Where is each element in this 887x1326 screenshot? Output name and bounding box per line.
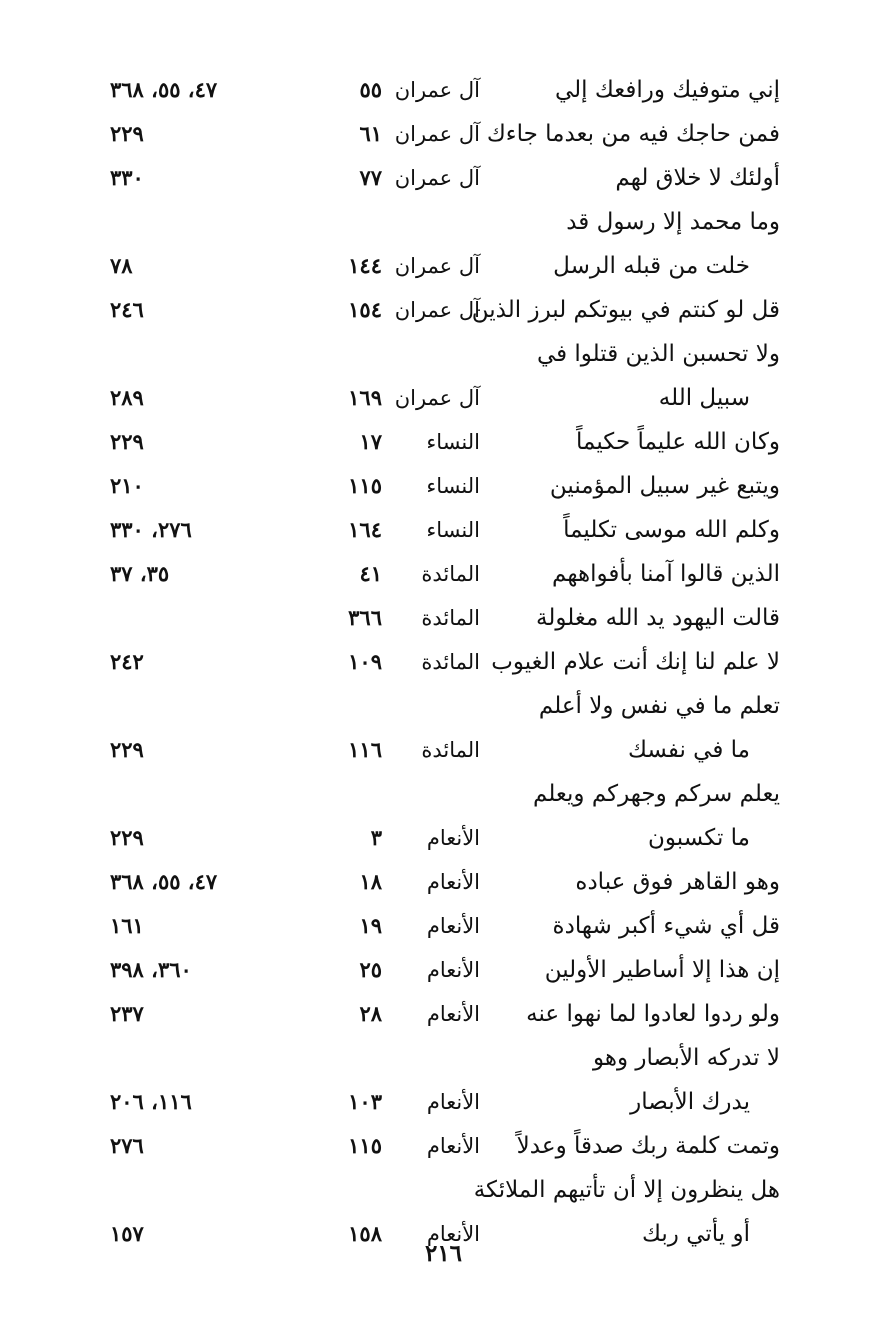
verse-text: لا تدركه الأبصار وهو: [593, 1045, 780, 1071]
surah-name: المائدة: [421, 562, 480, 586]
page-references: ٢٤٦: [110, 297, 144, 322]
ayah-number: ٣: [370, 825, 382, 850]
verse-text: قل أي شيء أكبر شهادة: [552, 913, 780, 939]
page-references: ٢٢٩: [110, 121, 144, 146]
surah-name: آل عمران: [394, 166, 480, 190]
verse-text: وهو القاهر فوق عباده: [575, 869, 780, 895]
verse-text: الذين قالوا آمنا بأفواههم: [552, 561, 780, 587]
page-references: ٣٥، ٣٧: [110, 561, 170, 586]
verse-text: وكان الله عليماً حكيماً: [576, 429, 780, 455]
index-row: [100, 288, 780, 332]
ayah-number: ١١٥: [348, 1133, 382, 1158]
ayah-number: ١١٥: [348, 473, 382, 498]
surah-name: الأنعام: [426, 1134, 480, 1158]
page-references: ٧٨: [110, 253, 133, 278]
surah-name: الأنعام: [426, 1090, 480, 1114]
page-references: ١١٦، ٢٠٦: [110, 1089, 192, 1114]
verse-text: فمن حاجك فيه من بعدما جاءك: [486, 121, 780, 147]
index-row: [100, 1080, 780, 1124]
surah-name: آل عمران: [394, 298, 480, 322]
ayah-number: ١٩: [359, 913, 382, 938]
page-references: ٤٧، ٥٥، ٣٦٨: [110, 77, 218, 102]
surah-name: الأنعام: [426, 1002, 480, 1026]
page-references: ١٥٧: [110, 1221, 144, 1246]
surah-name: النساء: [426, 430, 480, 454]
verse-text: أو يأتي ربك: [642, 1221, 750, 1247]
verse-text: يعلم سركم وجهركم ويعلم: [533, 781, 780, 807]
ayah-number: ١٠٩: [348, 649, 382, 674]
index-row: [100, 948, 780, 992]
index-row: [100, 684, 780, 728]
surah-name: آل عمران: [394, 78, 480, 102]
verse-text: إن هذا إلا أساطير الأولين: [544, 957, 780, 983]
surah-name: الأنعام: [426, 826, 480, 850]
page-references: ٢٣٧: [110, 1001, 144, 1026]
verse-text: وتمت كلمة ربك صدقاً وعدلاً: [516, 1133, 780, 1159]
page-references: ٢٢٩: [110, 825, 144, 850]
index-row: [100, 464, 780, 508]
surah-name: المائدة: [421, 606, 480, 630]
index-row: [100, 552, 780, 596]
surah-name: الأنعام: [426, 1222, 480, 1246]
ayah-number: ١٥٨: [348, 1221, 382, 1246]
page-references: ٢٨٩: [110, 385, 144, 410]
index-row: [100, 728, 780, 772]
surah-name: آل عمران: [394, 122, 480, 146]
ayah-number: ١٠٣: [348, 1089, 382, 1114]
surah-name: الأنعام: [426, 914, 480, 938]
verse-text: أولئك لا خلاق لهم: [615, 165, 780, 191]
index-row: [100, 816, 780, 860]
verse-text: وكلم الله موسى تكليماً: [563, 517, 780, 543]
index-row: [100, 772, 780, 816]
index-row: [100, 112, 780, 156]
ayah-number: ١٨: [359, 869, 382, 894]
index-row: [100, 332, 780, 376]
page-references: ٣٦٠، ٣٩٨: [110, 957, 192, 982]
ayah-number: ١٦٤: [348, 517, 382, 542]
page-references: ٢٢٩: [110, 737, 144, 762]
verse-text: إني متوفيك ورافعك إلي: [554, 77, 780, 103]
verse-text: هل ينظرون إلا أن تأتيهم الملائكة: [473, 1177, 780, 1203]
index-row: [100, 508, 780, 552]
ayah-number: ٢٨: [359, 1001, 382, 1026]
index-row: [100, 244, 780, 288]
index-row: [100, 992, 780, 1036]
verse-text: ما في نفسك: [627, 737, 750, 763]
surah-name: الأنعام: [426, 958, 480, 982]
surah-name: آل عمران: [394, 386, 480, 410]
surah-name: المائدة: [421, 738, 480, 762]
ayah-number: ٥٥: [359, 77, 382, 102]
index-row: [100, 156, 780, 200]
page-number: ٢١٦: [424, 1240, 463, 1267]
page-references: ٢٧٦، ٣٣٠: [110, 517, 192, 542]
verse-text: ولو ردوا لعادوا لما نهوا عنه: [526, 1001, 780, 1027]
index-row: [100, 420, 780, 464]
verse-text: يدرك الأبصار: [630, 1089, 750, 1115]
page-references: ١٦١: [110, 913, 144, 938]
index-row: [100, 860, 780, 904]
verse-text: خلت من قبله الرسل: [553, 253, 750, 279]
index-row: [100, 1124, 780, 1168]
page-references: ٣٣٠: [110, 165, 144, 190]
index-row: [100, 1036, 780, 1080]
index-row: [100, 1168, 780, 1212]
verse-text: تعلم ما في نفس ولا أعلم: [538, 693, 780, 719]
surah-name: المائدة: [421, 650, 480, 674]
surah-name: الأنعام: [426, 870, 480, 894]
ayah-number: ١٦٩: [348, 385, 382, 410]
index-row: [100, 640, 780, 684]
page-references: ٢٤٢: [110, 649, 144, 674]
ayah-number: ١٧: [359, 429, 382, 454]
ayah-number: ١٥٤: [348, 297, 382, 322]
page-references: ٤٧، ٥٥، ٣٦٨: [110, 869, 218, 894]
verse-text: قالت اليهود يد الله مغلولة: [536, 605, 780, 631]
ayah-number: ٦١: [359, 121, 382, 146]
verse-text: قل لو كنتم في بيوتكم لبرز الذين: [471, 297, 780, 323]
ayah-number: ١٤٤: [348, 253, 382, 278]
ayah-number: ١١٦: [348, 737, 382, 762]
index-row: [100, 596, 780, 640]
verse-text: ولا تحسبن الذين قتلوا في: [536, 341, 780, 367]
ayah-number: ٤١: [359, 561, 382, 586]
verse-text: سبيل الله: [658, 385, 750, 411]
index-row: [100, 376, 780, 420]
page-references: ٢٧٦: [110, 1133, 144, 1158]
page-references: ٢١٠: [110, 473, 144, 498]
index-row: [100, 904, 780, 948]
ayah-number: ٣٦٦: [348, 605, 382, 630]
surah-name: آل عمران: [394, 254, 480, 278]
surah-name: النساء: [426, 518, 480, 542]
verse-text: ويتبع غير سبيل المؤمنين: [549, 473, 780, 499]
ayah-number: ٢٥: [359, 957, 382, 982]
page-references: ٢٢٩: [110, 429, 144, 454]
verse-text: وما محمد إلا رسول قد: [566, 209, 780, 235]
verse-text: لا علم لنا إنك أنت علام الغيوب: [491, 649, 780, 675]
surah-name: النساء: [426, 474, 480, 498]
verse-index-table: [100, 68, 780, 1256]
index-row: [100, 200, 780, 244]
index-row: [100, 68, 780, 112]
verse-text: ما تكسبون: [648, 825, 750, 851]
ayah-number: ٧٧: [359, 165, 382, 190]
